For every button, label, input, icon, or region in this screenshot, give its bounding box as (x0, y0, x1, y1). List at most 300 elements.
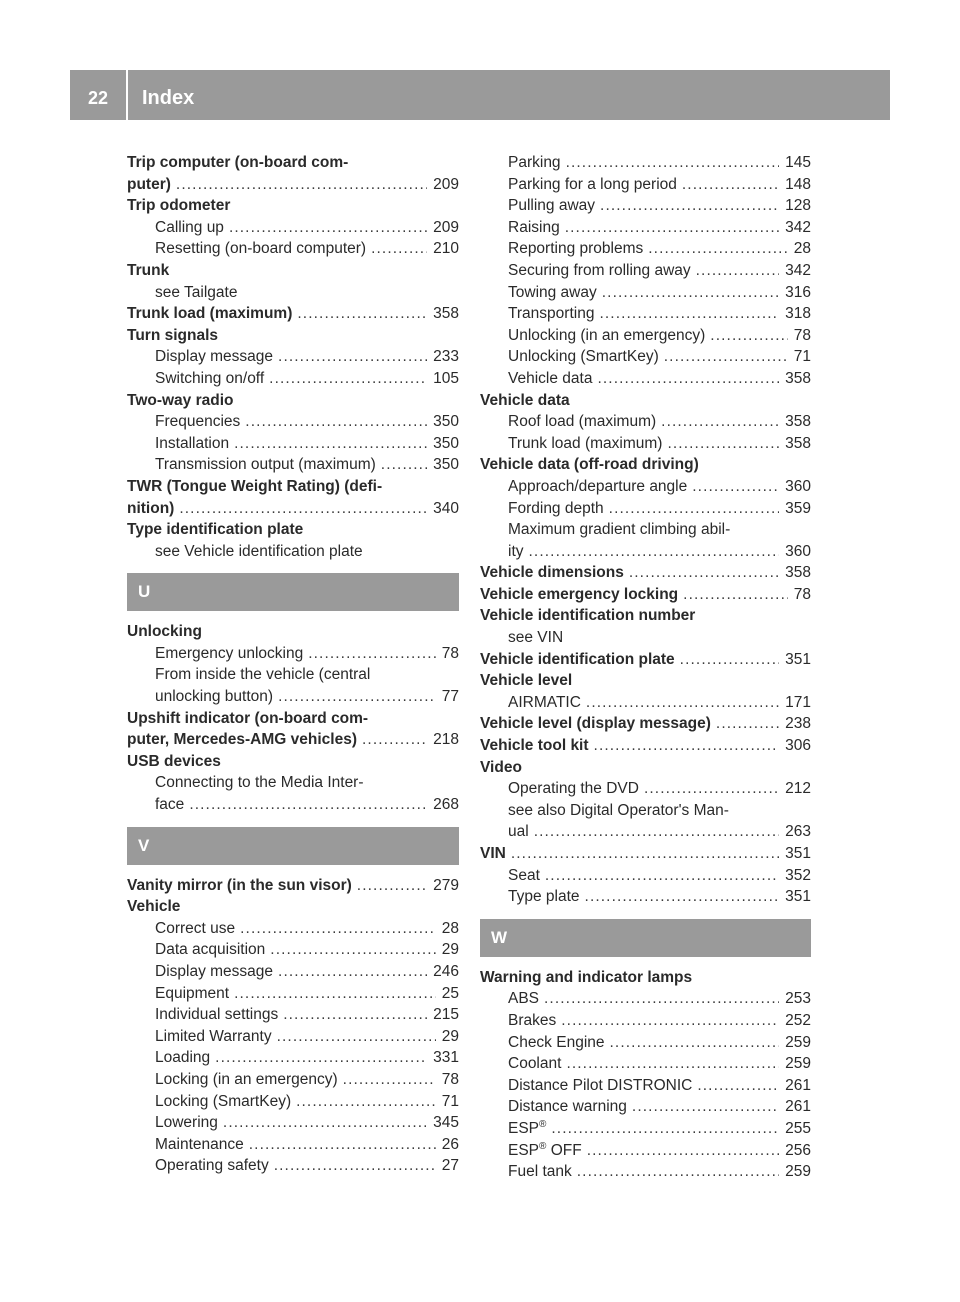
entry-label: Type plate (508, 888, 580, 906)
page-reference[interactable]: 350 (433, 456, 459, 474)
entry-text (155, 1091, 291, 1113)
entry-text (155, 939, 265, 961)
entry-text (480, 843, 506, 865)
leader-dots (602, 282, 779, 304)
entry-text (155, 1069, 338, 1091)
leader-dots (551, 1118, 779, 1140)
entry-label: ity (508, 542, 524, 560)
entry-text (155, 772, 364, 794)
entry-text (480, 735, 589, 757)
index-subentry (127, 664, 459, 686)
page-reference[interactable]: 77 (441, 688, 459, 706)
index-column-right (480, 152, 811, 1183)
page-reference[interactable]: 306 (785, 737, 811, 755)
page-reference[interactable]: 261 (785, 1076, 811, 1094)
entry-text (155, 1134, 244, 1156)
page-reference[interactable]: 210 (433, 240, 459, 258)
entry-label: Raising (508, 218, 560, 236)
entry-text (155, 217, 224, 239)
leader-dots (661, 411, 779, 433)
page-reference[interactable]: 316 (785, 283, 811, 301)
entry-label: Individual settings (155, 1006, 279, 1024)
page-reference[interactable]: 359 (785, 499, 811, 517)
index-subentry[interactable] (480, 433, 811, 455)
entry-label: Correct use (155, 919, 236, 937)
index-subentry (480, 627, 811, 649)
index-subentry[interactable] (127, 1047, 459, 1069)
page-reference[interactable]: 238 (785, 715, 811, 733)
entry-text (508, 692, 581, 714)
page-reference[interactable]: 218 (433, 731, 459, 749)
page-reference[interactable]: 145 (785, 154, 811, 171)
entry-label: Trip computer (on-board com- (127, 154, 349, 171)
index-subentry[interactable] (480, 778, 811, 800)
page-reference[interactable]: 148 (785, 175, 811, 193)
page-reference[interactable]: 340 (433, 499, 459, 517)
index-subentry[interactable] (480, 238, 811, 260)
leader-dots (270, 939, 435, 961)
leader-dots (179, 498, 427, 520)
entry-label: nition) (127, 499, 175, 517)
entry-text (508, 152, 561, 174)
index-subentry[interactable] (127, 686, 459, 708)
page-reference[interactable]: 253 (785, 990, 811, 1008)
entry-label: Type identification plate (127, 521, 304, 539)
page-reference[interactable]: 358 (433, 305, 459, 323)
page-reference[interactable]: 215 (433, 1006, 459, 1024)
page-reference[interactable]: 233 (433, 348, 459, 366)
entry-label: Vehicle tool kit (480, 737, 589, 755)
entry-text (127, 303, 292, 325)
page-reference[interactable]: 351 (785, 888, 811, 906)
entry-text (480, 584, 678, 606)
entry-text (155, 541, 363, 563)
index-subentry[interactable] (127, 411, 459, 433)
entry-label: Emergency unlocking (155, 644, 304, 662)
entry-text (155, 1155, 269, 1177)
index-subentry[interactable] (480, 498, 811, 520)
entry-text (155, 1026, 272, 1048)
index-entry[interactable] (127, 875, 459, 897)
index-subentry[interactable] (480, 1075, 811, 1097)
entry-label: Distance warning (508, 1098, 627, 1116)
entry-text (127, 260, 169, 282)
page-reference[interactable]: 352 (785, 866, 811, 884)
entry-label: Securing from rolling away (508, 261, 691, 279)
entry-text (508, 303, 594, 325)
entry-text (155, 794, 184, 816)
page-reference[interactable]: 279 (433, 876, 459, 894)
entry-label: see VIN (508, 629, 564, 647)
entry-text (155, 664, 370, 686)
page-reference[interactable]: 360 (785, 477, 811, 495)
entry-text (480, 670, 572, 692)
leader-dots (610, 1032, 780, 1054)
entry-text (508, 778, 639, 800)
page-reference[interactable]: 71 (441, 1092, 459, 1110)
page-reference[interactable]: 318 (785, 305, 811, 323)
index-entry[interactable] (127, 303, 459, 325)
index-subentry[interactable] (127, 939, 459, 961)
index-entry (127, 195, 459, 217)
index-subentry[interactable] (480, 217, 811, 239)
page-reference[interactable]: 345 (433, 1114, 459, 1132)
leader-dots (274, 1155, 436, 1177)
entry-label: Trip odometer (127, 197, 231, 215)
page-reference[interactable]: 209 (433, 218, 459, 236)
entry-text (508, 174, 677, 196)
index-subentry[interactable] (480, 1010, 811, 1032)
index-entry[interactable] (480, 713, 811, 735)
entry-text (155, 643, 303, 665)
leader-dots (599, 303, 779, 325)
entry-label: VIN (480, 845, 506, 862)
leader-dots (269, 368, 427, 390)
index-subentry[interactable] (127, 983, 459, 1005)
entry-label: From inside the vehicle (central (155, 666, 371, 684)
leader-dots (215, 1047, 427, 1069)
page-reference[interactable]: 78 (793, 585, 811, 603)
index-subentry[interactable] (480, 821, 811, 843)
index-subentry[interactable] (480, 152, 811, 174)
entry-label: Frequencies (155, 413, 241, 431)
entry-text (155, 1004, 278, 1026)
page-reference[interactable]: 29 (441, 941, 459, 959)
entry-text (508, 800, 729, 822)
index-subentry[interactable] (127, 454, 459, 476)
leader-dots (234, 433, 427, 455)
index-entry (480, 757, 811, 779)
entry-text (155, 686, 273, 708)
entry-label: Pulling away (508, 197, 596, 215)
page-number: 22 (87, 88, 109, 108)
entry-label: Distance Pilot DISTRONIC (508, 1076, 693, 1094)
header-divider (126, 70, 128, 120)
index-subentry[interactable] (127, 433, 459, 455)
page-reference[interactable]: 209 (433, 175, 459, 193)
registered-mark: ® (539, 1118, 547, 1130)
leader-dots (278, 961, 427, 983)
index-subentry[interactable] (127, 918, 459, 940)
page-reference[interactable]: 255 (785, 1119, 811, 1137)
entry-label: Maintenance (155, 1135, 244, 1153)
page-reference[interactable]: 268 (433, 796, 459, 814)
entry-text (127, 390, 234, 412)
index-subentry[interactable] (480, 282, 811, 304)
index-entry (127, 751, 459, 773)
page-reference[interactable]: 350 (433, 413, 459, 431)
index-subentry[interactable] (480, 1032, 811, 1054)
index-subentry[interactable] (480, 541, 811, 563)
entry-text (480, 757, 522, 779)
index-subentry[interactable] (127, 1069, 459, 1091)
leader-dots (534, 821, 779, 843)
leader-dots (597, 368, 779, 390)
page-reference[interactable]: 78 (793, 326, 811, 344)
index-subentry[interactable] (480, 1053, 811, 1075)
entry-label: Vehicle (127, 898, 181, 916)
index-subentry[interactable] (480, 346, 811, 368)
index-entry[interactable] (480, 649, 811, 671)
entry-label: Upshift indicator (on-board com- (127, 709, 369, 727)
index-subentry[interactable] (127, 346, 459, 368)
entry-label: Two-way radio (127, 391, 234, 409)
entry-label: see Tailgate (155, 283, 238, 301)
leader-dots (371, 238, 427, 260)
page-reference[interactable]: 342 (785, 261, 811, 279)
index-subentry[interactable] (480, 886, 811, 908)
leader-dots (577, 1161, 779, 1183)
entry-label: Loading (155, 1049, 211, 1067)
entry-text (155, 961, 273, 983)
entry-label: Limited Warranty (155, 1027, 272, 1045)
index-subentry[interactable] (127, 368, 459, 390)
entry-text (508, 1118, 546, 1140)
letter-heading-v: V (127, 827, 459, 865)
entry-text (508, 476, 687, 498)
leader-dots (249, 1134, 436, 1156)
entry-text (508, 1161, 572, 1183)
page-reference[interactable]: 358 (785, 564, 811, 582)
page-reference[interactable]: 256 (785, 1141, 811, 1159)
entry-label: TWR (Tongue Weight Rating) (defi- (127, 477, 383, 495)
entry-text (480, 649, 675, 671)
index-subentry[interactable] (480, 260, 811, 282)
leader-dots (585, 886, 780, 908)
entry-label: see Vehicle identification plate (155, 542, 363, 560)
index-entry (480, 605, 811, 627)
leader-dots (278, 686, 436, 708)
entry-label: Reporting problems (508, 240, 644, 258)
entry-text (127, 729, 357, 751)
entry-label: Fording depth (508, 499, 604, 517)
index-subentry[interactable] (480, 1161, 811, 1183)
entry-label: Approach/departure angle (508, 477, 688, 495)
entry-label: Brakes (508, 1011, 557, 1029)
entry-text (508, 368, 592, 390)
entry-text (127, 875, 352, 897)
index-subentry[interactable] (480, 1140, 811, 1162)
index-subentry[interactable] (127, 1155, 459, 1177)
index-subentry[interactable] (480, 1118, 811, 1140)
index-entry[interactable] (127, 729, 459, 751)
entry-text (127, 708, 368, 730)
entry-text (508, 1075, 692, 1097)
index-subentry[interactable] (127, 794, 459, 816)
index-subentry[interactable] (480, 476, 811, 498)
entry-text (508, 238, 643, 260)
leader-dots (357, 875, 427, 897)
entry-text (480, 713, 711, 735)
leader-dots (362, 729, 427, 751)
page-reference[interactable]: 28 (793, 240, 811, 258)
index-entry[interactable] (127, 174, 459, 196)
page-reference[interactable]: 261 (785, 1098, 811, 1116)
index-entry[interactable] (480, 562, 811, 584)
index-subentry[interactable] (127, 1112, 459, 1134)
entry-text (155, 983, 229, 1005)
entry-label: Transporting (508, 305, 595, 323)
entry-label: Unlocking (127, 623, 202, 641)
index-entry (127, 152, 459, 174)
entry-label: ual (508, 823, 529, 841)
leader-dots (529, 541, 780, 563)
entry-text (508, 282, 597, 304)
index-subentry[interactable] (480, 368, 811, 390)
entry-text (127, 152, 348, 174)
entry-label: Video (480, 758, 522, 776)
index-subentry[interactable] (480, 411, 811, 433)
index-entry[interactable] (480, 735, 811, 757)
entry-text (155, 1112, 218, 1134)
page-reference[interactable]: 342 (785, 218, 811, 236)
entry-label: Display message (155, 348, 274, 366)
page-reference[interactable]: 128 (785, 197, 811, 215)
leader-dots (692, 476, 779, 498)
index-entry (127, 390, 459, 412)
index-subentry (127, 772, 459, 794)
entry-text (155, 433, 229, 455)
entry-text (127, 325, 218, 347)
page-reference[interactable]: 29 (441, 1027, 459, 1045)
leader-dots (545, 865, 779, 887)
leader-dots (561, 1010, 779, 1032)
index-entry[interactable] (480, 584, 811, 606)
page-reference[interactable]: 212 (785, 780, 811, 798)
page-reference[interactable]: 28 (441, 919, 459, 937)
page-reference[interactable]: 78 (441, 1070, 459, 1088)
entry-text (508, 195, 595, 217)
page-reference[interactable]: 171 (785, 693, 811, 711)
page-reference[interactable]: 71 (793, 348, 811, 366)
index-subentry[interactable] (127, 217, 459, 239)
leader-dots (667, 433, 779, 455)
entry-label: Turn signals (127, 326, 219, 344)
page-reference[interactable]: 350 (433, 434, 459, 452)
leader-dots (664, 346, 788, 368)
page-reference[interactable]: 105 (433, 369, 459, 387)
entry-label: Vehicle identification plate (480, 650, 675, 668)
entry-text (127, 195, 230, 217)
entry-text (508, 217, 560, 239)
index-entry[interactable] (480, 843, 811, 865)
entry-label: Resetting (on-board computer) (155, 240, 367, 258)
index-entry (127, 621, 459, 643)
page-reference[interactable]: 259 (785, 1163, 811, 1181)
page-reference[interactable]: 358 (785, 434, 811, 452)
index-subentry[interactable] (480, 174, 811, 196)
entry-text (155, 1047, 210, 1069)
index-subentry[interactable] (127, 1091, 459, 1113)
index-subentry[interactable] (127, 238, 459, 260)
entry-label: ABS (508, 990, 540, 1008)
page-reference[interactable]: 358 (785, 413, 811, 431)
letter-heading-w: W (480, 919, 811, 957)
index-subentry[interactable] (480, 988, 811, 1010)
entry-label: Display message (155, 963, 274, 980)
index-subentry[interactable] (480, 195, 811, 217)
index-subentry[interactable] (480, 303, 811, 325)
entry-label: Lowering (155, 1114, 218, 1132)
index-entry (480, 670, 811, 692)
entry-text (155, 918, 235, 940)
leader-dots (296, 1091, 436, 1113)
page-reference[interactable]: 351 (785, 650, 811, 668)
index-entry (480, 390, 811, 412)
page-reference[interactable]: 26 (441, 1135, 459, 1153)
letter-heading-u: U (127, 573, 459, 611)
index-entry[interactable] (127, 498, 459, 520)
entry-label: ESP (508, 1141, 540, 1159)
index-subentry[interactable] (480, 692, 811, 714)
page-reference[interactable]: 360 (785, 542, 811, 560)
index-entry (127, 896, 459, 918)
page-reference[interactable]: 78 (441, 644, 459, 662)
entry-text (508, 1032, 605, 1054)
index-subentry[interactable] (127, 1026, 459, 1048)
entry-text (508, 433, 662, 455)
entry-text (508, 1010, 556, 1032)
leader-dots (566, 1053, 779, 1075)
index-subentry[interactable] (127, 643, 459, 665)
index-subentry[interactable] (480, 1096, 811, 1118)
index-subentry[interactable] (127, 961, 459, 983)
entry-label: AIRMATIC (508, 693, 581, 711)
leader-dots (594, 735, 780, 757)
leader-dots (229, 217, 427, 239)
entry-label: Trunk load (maximum) (508, 434, 663, 452)
page-reference[interactable]: 27 (441, 1157, 459, 1175)
leader-dots (176, 174, 427, 196)
page-reference[interactable]: 259 (785, 1055, 811, 1073)
page-reference[interactable]: 259 (785, 1033, 811, 1051)
index-subentry[interactable] (480, 325, 811, 347)
entry-label: Equipment (155, 984, 230, 1002)
index-subentry[interactable] (480, 865, 811, 887)
entry-label: Unlocking (SmartKey) (508, 348, 659, 366)
page-reference[interactable]: 263 (785, 823, 811, 841)
entry-label: Fuel tank (508, 1163, 572, 1181)
entry-label: face (155, 796, 185, 814)
entry-label: Vehicle emergency locking (480, 585, 679, 603)
leader-dots (648, 238, 787, 260)
entry-label: Locking (in an emergency) (155, 1070, 338, 1088)
leader-dots (697, 1075, 779, 1097)
page-reference[interactable]: 246 (433, 963, 459, 980)
leader-dots (297, 303, 427, 325)
index-subentry (127, 282, 459, 304)
entry-label: Warning and indicator lamps (480, 968, 693, 986)
index-subentry[interactable] (127, 1134, 459, 1156)
entry-text (155, 411, 240, 433)
entry-label: see also Digital Operator's Man- (508, 801, 729, 819)
page-reference[interactable]: 252 (785, 1011, 811, 1029)
entry-label: Vehicle level (480, 672, 573, 690)
page-reference[interactable]: 351 (785, 845, 811, 862)
leader-dots (600, 195, 779, 217)
entry-label: Seat (508, 866, 540, 884)
entry-text (508, 1140, 582, 1162)
page-reference[interactable]: 331 (433, 1049, 459, 1067)
entry-text (127, 519, 303, 541)
page-reference[interactable]: 25 (441, 984, 459, 1002)
page-reference[interactable]: 358 (785, 369, 811, 387)
entry-text (127, 476, 382, 498)
entry-text (508, 1053, 561, 1075)
entry-text (508, 886, 580, 908)
leader-dots (189, 794, 427, 816)
index-subentry[interactable] (127, 1004, 459, 1026)
